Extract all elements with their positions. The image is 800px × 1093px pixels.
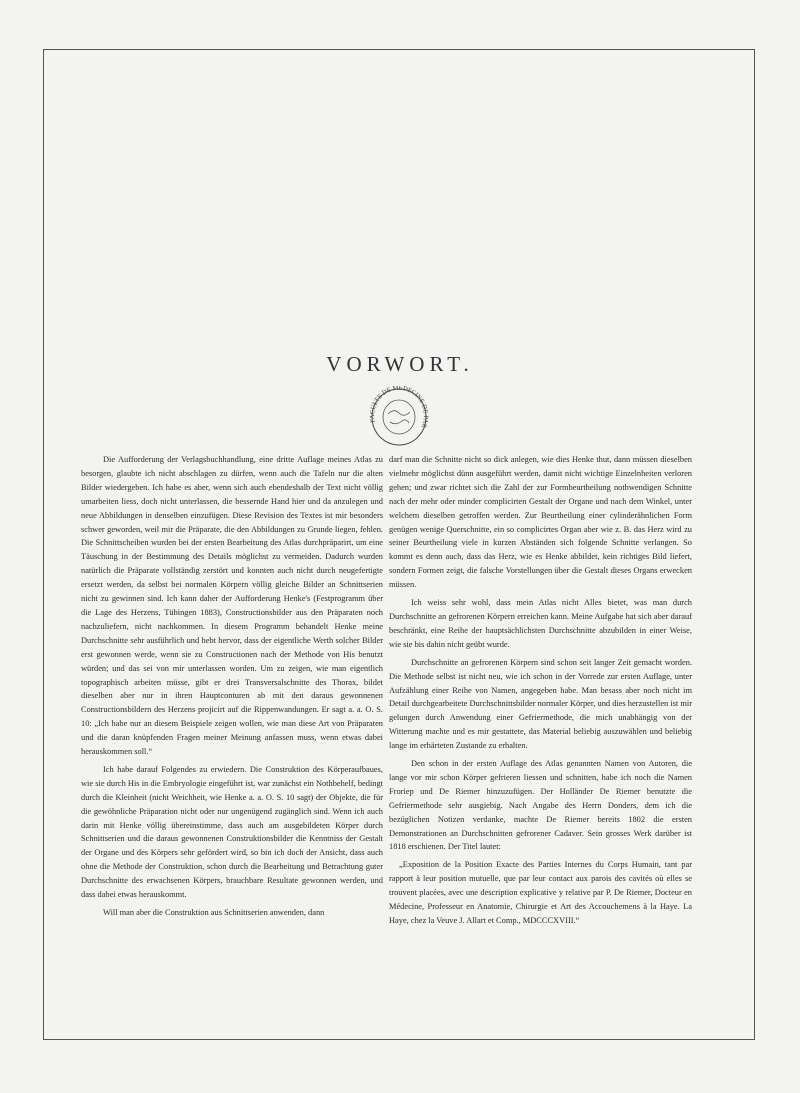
paragraph: Ich weiss sehr wohl, dass mein Atlas nicht Alles bietet, was man durch Durchschnitte an gefrorenen Körpern erreichen kann. Meine Aufgabe hat sich aber darauf beschränkt, eine Reihe der hauptsächlichsten Durchschnitte abzubilden in einer Weise, wie sie bis dahin nicht geübt wurde. — [389, 598, 692, 649]
paragraph: Ich habe darauf Folgendes zu erwiedern. Die Construktion des Körperaufbaues, wie sie durch His in die Embryologie eingeführt ist, war zunächst ein Nothbehelf, bedingt durch die Kleinheit (nicht Weichheit, wie Henke a. a. O. S. 10 sagt) der Objekte, die für die gewöhnliche Präparation nicht oder nur ungenügend zugänglich sind. Wenn ich auch darin mit Henke völlig übereinstimme, dass auch am ausgebildeten Körper durch Schnittserien und die daraus gewonnenen Construktionsbilder die Kenntniss der Gestalt der Organe und des Körpers sehr gefördert wird, so bin ich doch der Ansicht, dass auch ohne die Methode der Construktion, schon durch die Bearbeitung und Betrachtung guter Durchschnitte des erwachsenen Körpers, brauchbare Resultate gewonnen werden, und dass dabei etwas herauskommt. — [81, 764, 383, 900]
right-column — [389, 453, 692, 932]
page-title: VORWORT. — [326, 352, 474, 376]
stamp-text: FACULTE DE MEDECINE DE PAR — [368, 386, 430, 429]
title-quote: „Exposition de la Position Exacte des Parties Internes du Corps Humain, tant par rapport à leur position mutuelle, que par leur contact aux parois des cavités où elles se trouvent placées, avec une description explicative y relative par P. De Riemer, Docteur en Médecine, Professeur en Anatomie, Chirurgie et Art des Accouchemens à la Haye. La Haye, chez la Veuve J. Allart et Comp., MDCCCXVIII.“ — [389, 860, 692, 925]
paragraph: Will man aber die Construktion aus Schnittserien anwenden, dann — [103, 908, 325, 917]
stamp-seal-icon — [354, 386, 444, 448]
paragraph: Die Aufforderung der Verlagsbuchhandlung, eine dritte Auflage meines Atlas zu besorgen, glaubte ich nicht abschlagen zu dürfen, wenn auch die Tafeln nur die alten Bilder wiedergeben. Ich habe es aber, wenn sich auch ebendeshalb der Text nicht völlig umarbeiten liess, doch nicht unterlassen, die bessernde Hand hier und da anzulegen und neue Abbildungen in denselben einzufügen. Diese Revision des Textes ist mir besonders schwer geworden, weil mir die Präparate, die den Abbildungen zu Grunde liegen, fehlen. Die Schnittscheiben wurden bei der ersten Bearbeitung des Atlas durchpräparirt, um eine Täuschung in der Bestimmung des Details möglichst zu vermeiden. Dadurch wurden natürlich die Präparate vollständig zerstört und konnten auch nicht durch neugefertigte ersetzt werden, da selbst bei normalen Körpern völlig gleiche Bilder an Schnittserien nicht zu gewinnen sind. Ich kann daher der Aufforderung Henke's (Festprogramm über die Lage des Herzens, Tübingen 1883), Constructionsbilder aus den Präparaten noch nachzuliefern, nicht nachkommen. In diesem Programm behandelt Henke meine Durchschnitte sehr ausführlich und hebt hervor, dass der eigentliche Werth solcher Bilder erst gewonnen werde, wenn sie zu Constructionen nach der Methode von His benutzt würden; und das sei von mir unterlassen worden. Um zu zeigen, wie man eigentlich topographisch arbeiten müsse, gibt er drei Transversalschnitte des Thorax, bildet dieselben aber nur in ihren Hauptconturen ab mit den daraus gewonnenen Constructionsbildern des Herzens projicirt auf die Rippenwandungen. Er sagt a. a. O. S. 10: „Ich habe nur an diesem Beispiele zeigen wollen, wie man diese Art von Präparaten und die daran knüpfenden Fragen meiner Meinung anfassen muss, wenn etwas dabei herauskommen soll.“ — [81, 455, 383, 757]
paragraph: Durchschnitte an gefrorenen Körpern sind schon seit langer Zeit gemacht worden. Die Methode selbst ist nicht neu, wie ich schon in der Vorrede zur ersten Auflage, unter Aufzählung einer Reihe von Namen, angegeben habe. Man besass aber noch nicht im Detail durchgearbeitete Durchschnittsbilder normaler Körper, und dies herzustellen ist mir gelungen durch Anwendung einer Gefriermethode, die mich unabhängig von der Witterung machte und es mir gestattete, das Material beliebig auszuwählen und beliebig lange im erhärteten Zustande zu erhalten. — [389, 657, 692, 751]
library-stamp — [354, 386, 444, 448]
paragraph: darf man die Schnitte nicht so dick anlegen, wie dies Henke thut, dann müssen dieselben vielmehr möglichst dünn ausgeführt werden, damit nicht wichtige Einzelnheiten verloren gehen; und zwar richtet sich die Zahl der zur Formbeurtheilung nothwendigen Schnitte nach der mehr oder minder complicirten Gestalt der Organe und nach dem Winkel, unter welchem dieselben getroffen werden. Zur Beurtheilung einer cylinderähnlichen Form genügen wenige Querschnitte, ein so complicirtes Organ aber wie z. B. das Herz wird zu seiner Beurtheilung viele in kurzen Abständen sich folgende Schnitte verlangen. So kommt es denn auch, dass das Herz, wie es Henke abbildet, kein richtiges Bild liefert, sondern Formen zeigt, die falsche Vorstellungen über die Gestalt dieses Organs erwecken müssen. — [389, 455, 692, 590]
paragraph: Den schon in der ersten Auflage des Atlas genannten Namen von Autoren, die lange vor mir schon Körper gefrieren liessen und schnitten, habe ich noch die Namen Froriep und De Riemer hinzuzufügen. Der Holländer De Riemer benutzte die Gefriermethode sehr ausgiebig. Nach Angabe des Herrn Donders, dem ich die bezüglichen Notizen verdanke, machte De Riemer bereits 1802 die ersten Demonstrationen an Durchschnitten gefrorener Cadaver. Sein grosses Werk darüber ist 1818 erschienen. Der Titel lautet: — [389, 759, 692, 852]
left-column — [81, 453, 383, 924]
